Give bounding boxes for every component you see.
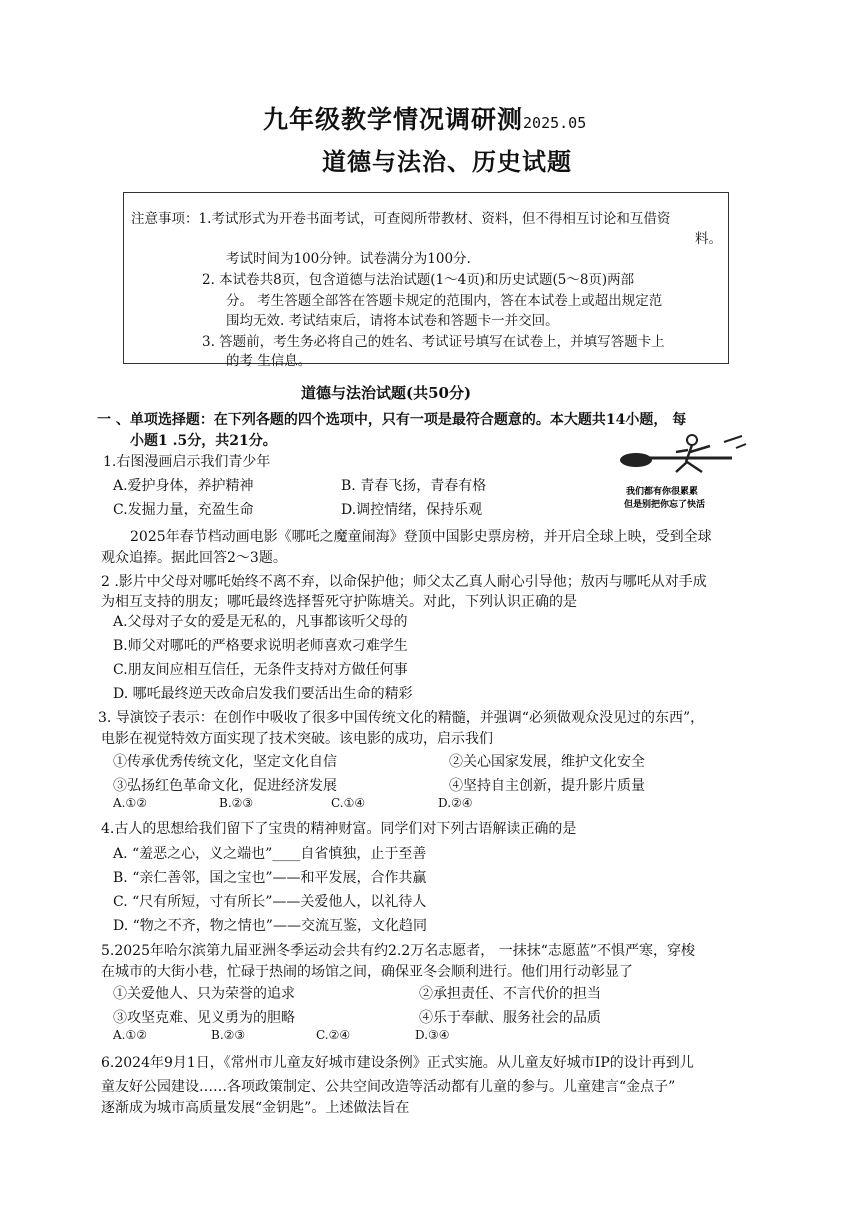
comic-caption: 但是别把你忘了快活: [624, 500, 706, 510]
comic-lines: [724, 436, 746, 448]
q4-option-a: A. “羞恶之心，义之端也”____自省慎独，止于至善: [113, 846, 427, 862]
q3-statement-4: ④坚持自主创新，提升影片质量: [449, 778, 645, 794]
question-1-stem: 1.右图漫画启示我们青少年: [103, 454, 271, 470]
q2-option-a: A.父母对子女的爱是无私的，凡事都该听父母的: [113, 614, 408, 630]
exam-title: 九年级教学情况调研测2025.05: [263, 105, 587, 134]
question-6-stem: 逐渐成为城市高质量发展“金钥匙”。上述做法旨在: [101, 1100, 410, 1116]
q5-statement-4: ④乐于奉献、服务社会的品质: [419, 1010, 601, 1026]
comic-head: [687, 435, 697, 445]
q5-statement-1: ①关爱他人、只为荣誉的追求: [113, 986, 295, 1002]
exam-date: 2025.05: [523, 114, 587, 132]
q1-option-b: B. 青春飞扬，青春有格: [341, 478, 487, 494]
notice-line: 分。 考生答题全部答在答题卡规定的范围内，答在本试卷上或超出规定范: [226, 293, 663, 309]
q5-option-d: D.③④: [415, 1028, 450, 1042]
q2-option-d: D. 哪吒最终逆天改命启发我们要活出生命的精彩: [113, 686, 413, 702]
q1-option-c: C.发掘力量，充盈生命: [113, 502, 254, 518]
q1-option-a: A.爱护身体，养护精神: [113, 478, 254, 494]
notice-line: 注意事项：1.考试形式为开卷书面考试，可查阅所带教材、资料，但不得相互讨论和互借资: [131, 211, 671, 227]
notice-line: 考试时间为100分钟。试卷满分为100分.: [226, 251, 471, 267]
q3-option-d: D.②④: [438, 796, 473, 810]
q3-statement-3: ③弘扬红色革命文化，促进经济发展: [113, 778, 337, 794]
q2-option-c: C.朋友间应相互信任，无条件支持对方做任何事: [113, 662, 408, 678]
q2-option-b: B.师父对哪吒的严格要求说明老师喜欢刁难学生: [113, 638, 408, 654]
notice-line: 料。: [695, 231, 722, 247]
material-text: 观众追捧。据此回答2～3题。: [101, 550, 287, 566]
notice-box: [123, 192, 729, 369]
question-5-stem: 5.2025年哈尔滨第九届亚洲冬季运动会共有约2.2万名志愿者， 一抹抹“志愿蓝”不惧严寒，穿梭: [101, 943, 696, 959]
question-2-stem: 为相互支持的朋友；哪吒最终选择誓死守护陈塘关。对此，下列认识正确的是: [101, 594, 577, 610]
q4-option-d: D. “物之不齐，物之情也”——交流互鉴，文化趋同: [113, 918, 427, 934]
question-6-stem: 童友好公园建设……各项政策制定、公共空间改造等活动都有儿童的参与。儿童建言“金点子”: [101, 1079, 676, 1095]
question-6-stem: 6.2024年9月1日，《常州市儿童友好城市建设条例》正式实施。从儿童友好城市IP的设计再到儿: [101, 1055, 694, 1071]
q3-statement-2: ②关心国家发展，维护文化安全: [449, 754, 645, 770]
notice-line: 围均无效. 考试结束后，请将本试卷和答题卡一并交回。: [226, 313, 559, 329]
section-title: 道德与法治试题(共50分): [301, 384, 472, 402]
q3-option-c: C.①④: [331, 796, 366, 810]
q5-statement-3: ③攻坚克难、见义勇为的胆略: [113, 1010, 295, 1026]
question-3-stem: 3. 导演饺子表示：在创作中吸收了很多中国传统文化的精髓，并强调“必须做观众没见过的东西”，: [98, 710, 705, 726]
part-instruction: 小题1 .5分，共21分。: [130, 433, 277, 449]
q3-statement-1: ①传承优秀传统文化，坚定文化自信: [113, 754, 337, 770]
q3-option-b: B.②③: [219, 796, 254, 810]
notice-line: 的考 生信息。: [226, 353, 312, 369]
q5-option-c: C.②④: [316, 1028, 351, 1042]
notice-line: 3. 答题前，考生务必将自己的姓名、考试证号填写在试卷上，并填写答题卡上: [202, 334, 665, 350]
comic-ball: [620, 453, 652, 467]
question-4-stem: 4.古人的思想给我们留下了宝贵的精神财富。同学们对下列古语解读正确的是: [101, 821, 577, 837]
q5-option-a: A.①②: [113, 1028, 147, 1042]
q4-option-b: B. “亲仁善邻，国之宝也”——和平发展，合作共赢: [113, 870, 427, 886]
notice-line: 2. 本试卷共8页，包含道德与法治试题(1～4页)和历史试题(5～8页)两部: [202, 272, 635, 288]
q1-option-d: D.调控情绪，保持乐观: [341, 502, 483, 518]
q3-option-a: A.①②: [113, 796, 147, 810]
question-5-stem: 在城市的大街小巷，忙碌于热闹的场馆之间，确保亚冬会顺利进行。他们用行动彰显了: [101, 964, 633, 980]
q5-statement-2: ②承担责任、不言代价的担当: [419, 986, 601, 1002]
comic-caption: 我们都有你很累累: [626, 487, 699, 497]
comic-illustration: [614, 432, 754, 512]
question-2-stem: 2 .影片中父母对哪吒始终不离不弃，以命保护他；师父太乙真人耐心引导他；敖丙与哪吒从对手成: [101, 574, 707, 590]
q5-option-b: B.②③: [211, 1028, 246, 1042]
question-3-stem: 电影在视觉特效方面实现了技术突破。该电影的成功，启示我们: [101, 731, 493, 747]
part-instruction: 一 、单项选择题：在下列各题的四个选项中，只有一项是最符合题意的。本大题共14小题， 每: [97, 412, 687, 428]
exam-subtitle: 道德与法治、历史试题: [322, 147, 572, 176]
material-text: 2025年春节档动画电影《哪吒之魔童闹海》登顶中国影史票房榜，并开启全球上映，受到全球: [130, 529, 712, 545]
q4-option-c: C. “尺有所短，寸有所长”——关爱他人，以礼待人: [113, 894, 427, 910]
